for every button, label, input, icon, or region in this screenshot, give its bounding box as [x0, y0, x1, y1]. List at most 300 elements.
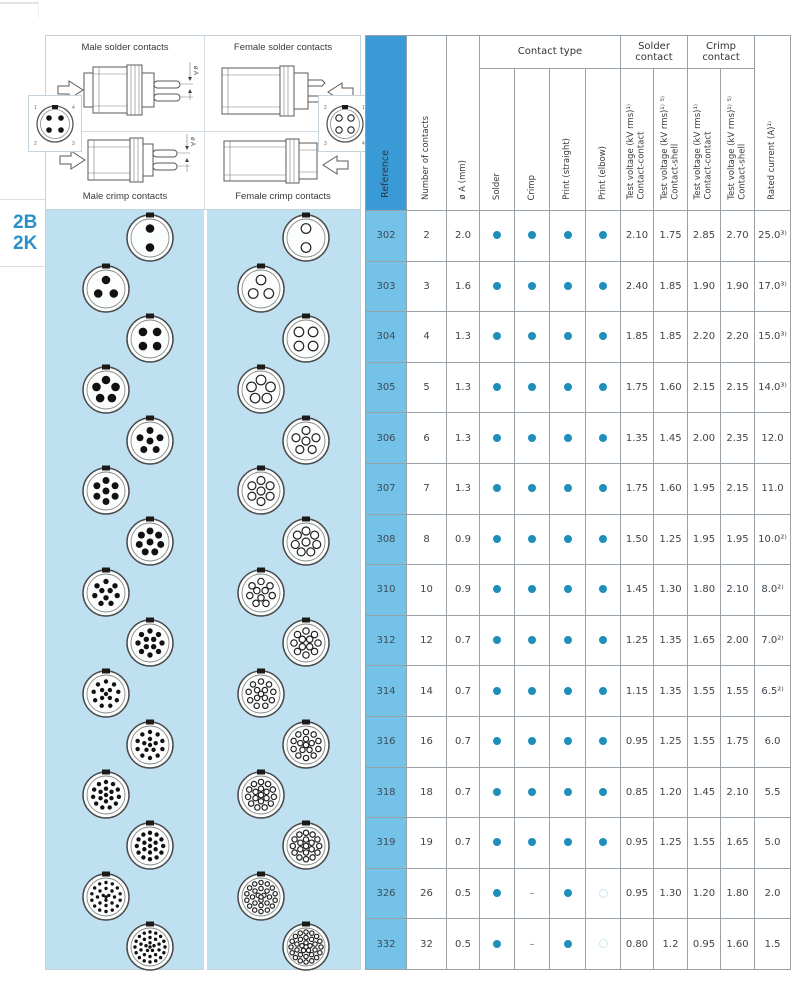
- svg-text:2: 2: [34, 141, 37, 147]
- cell-print-straight: [550, 716, 586, 767]
- cell-crimp: [515, 211, 550, 262]
- available-dot-icon: [493, 940, 501, 948]
- cell-contacts: 7: [407, 463, 447, 514]
- male-contact-face-306: [124, 415, 176, 467]
- spec-row-304: [366, 312, 791, 363]
- cell-diameter: 0.7: [447, 615, 480, 666]
- available-dot-icon: [493, 687, 501, 695]
- cell-tv-crimp-cc: 1.45: [688, 767, 721, 818]
- cell-tv-solder-shell: 1.60: [654, 463, 688, 514]
- cell-tv-solder-cc: 1.15: [621, 666, 654, 717]
- cell-crimp: [515, 312, 550, 363]
- spec-row-316: [366, 716, 791, 767]
- female-contact-face-312: [280, 617, 332, 669]
- male-contact-face-302: [124, 212, 176, 264]
- available-dot-icon: [493, 585, 501, 593]
- header-tv-solder-cc: Test voltage (kV rms)¹⁾ Contact-contact: [621, 69, 654, 211]
- cell-tv-crimp-shell: 2.10: [721, 565, 755, 616]
- cell-print-straight: [550, 261, 586, 312]
- cell-tv-crimp-cc: 2.20: [688, 312, 721, 363]
- female-contact-face-307: [235, 465, 287, 517]
- cell-contacts: 18: [407, 767, 447, 818]
- cell-contacts: 16: [407, 716, 447, 767]
- cell-tv-crimp-shell: 2.15: [721, 362, 755, 413]
- spec-row-326: [366, 868, 791, 919]
- cell-tv-solder-cc: 1.85: [621, 312, 654, 363]
- cell-print-elbow: [586, 615, 621, 666]
- spec-row-319: [366, 818, 791, 869]
- cell-diameter: 1.6: [447, 261, 480, 312]
- cell-print-elbow: [586, 463, 621, 514]
- cell-crimp: [515, 615, 550, 666]
- available-dot-icon: [564, 940, 572, 948]
- cell-reference: 307: [366, 463, 407, 514]
- cell-reference: 319: [366, 818, 407, 869]
- cell-print-straight: [550, 868, 586, 919]
- cell-solder: [480, 615, 515, 666]
- cell-solder: [480, 565, 515, 616]
- spec-row-310: [366, 565, 791, 616]
- cell-print-straight: [550, 413, 586, 464]
- cell-crimp: [515, 716, 550, 767]
- cell-contacts: 26: [407, 868, 447, 919]
- female-contact-face-319: [280, 820, 332, 872]
- available-dot-icon: [599, 383, 607, 391]
- female-crimp-label: Female crimp contacts: [235, 191, 331, 202]
- cell-print-straight: [550, 818, 586, 869]
- available-dot-icon: [528, 231, 536, 239]
- cell-tv-solder-cc: 2.40: [621, 261, 654, 312]
- cell-rated-current: 6.0: [755, 716, 791, 767]
- header-solder: Solder: [480, 69, 515, 211]
- cell-diameter: 1.3: [447, 413, 480, 464]
- cell-tv-solder-cc: 2.10: [621, 211, 654, 262]
- header-solder-contact-group: Solder contact: [621, 36, 688, 69]
- female-contact-face-318: [235, 769, 287, 821]
- cell-tv-solder-shell: 1.35: [654, 666, 688, 717]
- male-face-detail-icon: [28, 95, 82, 152]
- cell-tv-solder-shell: 1.85: [654, 261, 688, 312]
- header-tv-crimp-cc: Test voltage (kV rms)¹⁾ Contact-contact: [688, 69, 721, 211]
- available-dot-icon: [599, 687, 607, 695]
- male-contact-face-326: [80, 871, 132, 923]
- cell-print-elbow: [586, 818, 621, 869]
- cell-print-elbow: [586, 514, 621, 565]
- available-dot-icon: [564, 788, 572, 796]
- cell-tv-solder-shell: 1.45: [654, 413, 688, 464]
- cell-tv-solder-cc: 0.95: [621, 868, 654, 919]
- cell-tv-solder-shell: 1.20: [654, 767, 688, 818]
- cell-tv-crimp-cc: 1.95: [688, 514, 721, 565]
- face-columns-divider: [204, 210, 207, 970]
- spec-row-302: [366, 211, 791, 262]
- cell-crimp: [515, 463, 550, 514]
- available-dot-icon: [599, 282, 607, 290]
- cell-solder: [480, 666, 515, 717]
- cell-print-straight: [550, 565, 586, 616]
- available-dot-icon: [528, 687, 536, 695]
- cell-rated-current: 14.0³⁾: [755, 362, 791, 413]
- header-print-straight: Print (straight): [550, 69, 586, 211]
- available-dot-icon: [564, 282, 572, 290]
- spec-row-332: [366, 919, 791, 970]
- cell-tv-crimp-cc: 2.15: [688, 362, 721, 413]
- cell-solder: [480, 261, 515, 312]
- available-dot-icon: [599, 838, 607, 846]
- cell-print-straight: [550, 514, 586, 565]
- spec-row-318: [366, 767, 791, 818]
- available-dot-icon: [599, 788, 607, 796]
- spec-table: [365, 35, 791, 970]
- cell-contacts: 2: [407, 211, 447, 262]
- cell-diameter: 1.3: [447, 362, 480, 413]
- female-contact-face-326: [235, 871, 287, 923]
- cell-tv-solder-cc: 1.50: [621, 514, 654, 565]
- available-dot-icon: [564, 838, 572, 846]
- cell-tv-crimp-cc: 1.55: [688, 666, 721, 717]
- female-contact-face-308: [280, 516, 332, 568]
- cell-rated-current: 1.5: [755, 919, 791, 970]
- cell-print-straight: [550, 312, 586, 363]
- cell-tv-solder-shell: 1.75: [654, 211, 688, 262]
- spec-row-312: [366, 615, 791, 666]
- cell-diameter: 1.3: [447, 312, 480, 363]
- cell-rated-current: 5.5: [755, 767, 791, 818]
- cell-print-elbow: [586, 261, 621, 312]
- cell-print-elbow: [586, 767, 621, 818]
- panel-vertical-divider: [204, 36, 205, 209]
- available-dot-icon: [493, 737, 501, 745]
- available-dot-icon: [493, 484, 501, 492]
- cell-contacts: 10: [407, 565, 447, 616]
- spec-row-308: [366, 514, 791, 565]
- available-dot-icon: [528, 484, 536, 492]
- cell-reference: 302: [366, 211, 407, 262]
- cell-tv-solder-shell: 1.35: [654, 615, 688, 666]
- male-contact-face-316: [124, 719, 176, 771]
- cell-print-straight: [550, 666, 586, 717]
- available-dot-icon: [528, 383, 536, 391]
- cell-crimp: [515, 413, 550, 464]
- cell-crimp: [515, 818, 550, 869]
- cell-tv-crimp-shell: 1.60: [721, 919, 755, 970]
- cell-tv-crimp-cc: 0.95: [688, 919, 721, 970]
- cell-tv-crimp-cc: 1.20: [688, 868, 721, 919]
- cell-contacts: 5: [407, 362, 447, 413]
- male-contact-face-318: [80, 769, 132, 821]
- cell-contacts: 3: [407, 261, 447, 312]
- cell-tv-crimp-shell: 2.10: [721, 767, 755, 818]
- cell-solder: [480, 919, 515, 970]
- available-dot-icon: [493, 332, 501, 340]
- cell-tv-solder-shell: 1.30: [654, 868, 688, 919]
- cell-tv-crimp-cc: 1.95: [688, 463, 721, 514]
- cell-reference: 305: [366, 362, 407, 413]
- female-face-detail-icon: [318, 95, 372, 152]
- male-contact-face-304: [124, 313, 176, 365]
- cell-reference: 310: [366, 565, 407, 616]
- male-contact-face-307: [80, 465, 132, 517]
- available-dot-icon: [564, 737, 572, 745]
- cell-contacts: 12: [407, 615, 447, 666]
- cell-rated-current: 7.0²⁾: [755, 615, 791, 666]
- available-dot-icon: [564, 535, 572, 543]
- cell-tv-crimp-shell: 2.35: [721, 413, 755, 464]
- cell-diameter: 0.7: [447, 818, 480, 869]
- cell-tv-solder-shell: 1.85: [654, 312, 688, 363]
- available-dot-icon: [599, 737, 607, 745]
- cell-contacts: 19: [407, 818, 447, 869]
- male-contact-face-314: [80, 668, 132, 720]
- cell-crimp: [515, 565, 550, 616]
- cell-diameter: 0.9: [447, 565, 480, 616]
- available-dot-icon: [528, 585, 536, 593]
- cell-tv-crimp-cc: 1.55: [688, 716, 721, 767]
- cell-print-elbow: [586, 413, 621, 464]
- cell-reference: 312: [366, 615, 407, 666]
- cell-print-straight: [550, 463, 586, 514]
- header-tv-crimp-shell: Test voltage (kV rms)¹⁾ ⁵⁾ Contact-shell: [721, 69, 755, 211]
- cell-tv-crimp-shell: 1.55: [721, 666, 755, 717]
- cell-contacts: 14: [407, 666, 447, 717]
- cell-reference: 304: [366, 312, 407, 363]
- dim-label-male-solder: ø A: [192, 66, 198, 76]
- cell-diameter: 1.3: [447, 463, 480, 514]
- available-dot-icon: [564, 231, 572, 239]
- cell-print-straight: [550, 919, 586, 970]
- header-number-of-contacts: Number of contacts: [407, 36, 447, 211]
- available-dot-icon: [528, 282, 536, 290]
- optional-open-dot-icon: [599, 889, 608, 898]
- svg-text:4: 4: [72, 105, 75, 111]
- cell-contacts: 32: [407, 919, 447, 970]
- cell-solder: [480, 362, 515, 413]
- available-dot-icon: [493, 788, 501, 796]
- female-contact-face-332: [280, 921, 332, 973]
- available-dot-icon: [564, 332, 572, 340]
- female-contact-face-314: [235, 668, 287, 720]
- spec-row-305: [366, 362, 791, 413]
- cell-rated-current: 25.0³⁾: [755, 211, 791, 262]
- cell-diameter: 0.7: [447, 767, 480, 818]
- cell-solder: [480, 413, 515, 464]
- cell-tv-solder-cc: 1.25: [621, 615, 654, 666]
- header-reference: Reference: [366, 36, 407, 211]
- cell-rated-current: 8.0²⁾: [755, 565, 791, 616]
- cell-crimp: [515, 767, 550, 818]
- cell-contacts: 6: [407, 413, 447, 464]
- cell-contacts: 8: [407, 514, 447, 565]
- svg-text:1: 1: [362, 105, 365, 111]
- header-crimp-contact-group: Crimp contact: [688, 36, 755, 69]
- header-rated-current: Rated current (A)¹⁾: [755, 36, 791, 211]
- available-dot-icon: [599, 535, 607, 543]
- cell-tv-crimp-cc: 2.85: [688, 211, 721, 262]
- female-contact-face-302: [280, 212, 332, 264]
- spec-row-303: [366, 261, 791, 312]
- cell-reference: 306: [366, 413, 407, 464]
- available-dot-icon: [528, 535, 536, 543]
- svg-text:3: 3: [72, 141, 75, 147]
- cell-tv-solder-cc: 0.85: [621, 767, 654, 818]
- cell-contacts: 4: [407, 312, 447, 363]
- cell-print-elbow: [586, 362, 621, 413]
- available-dot-icon: [599, 434, 607, 442]
- cell-reference: 318: [366, 767, 407, 818]
- cell-print-straight: [550, 767, 586, 818]
- header-print-elbow: Print (elbow): [586, 69, 621, 211]
- available-dot-icon: [493, 383, 501, 391]
- not-available-dash: –: [529, 888, 535, 900]
- header-crimp: Crimp: [515, 69, 550, 211]
- cell-rated-current: 12.0: [755, 413, 791, 464]
- cell-diameter: 2.0: [447, 211, 480, 262]
- available-dot-icon: [528, 332, 536, 340]
- cell-tv-crimp-shell: 1.65: [721, 818, 755, 869]
- cell-tv-solder-cc: 0.95: [621, 716, 654, 767]
- available-dot-icon: [564, 434, 572, 442]
- cell-tv-crimp-shell: 1.75: [721, 716, 755, 767]
- spec-row-306: [366, 413, 791, 464]
- cell-tv-crimp-cc: 1.90: [688, 261, 721, 312]
- cell-print-elbow: [586, 312, 621, 363]
- cell-tv-crimp-shell: 2.00: [721, 615, 755, 666]
- cell-solder: [480, 514, 515, 565]
- group-header-row: [366, 36, 791, 69]
- not-available-dash: –: [529, 938, 535, 950]
- svg-text:4: 4: [362, 141, 365, 147]
- male-contact-face-319: [124, 820, 176, 872]
- available-dot-icon: [528, 838, 536, 846]
- female-contact-face-303: [235, 263, 287, 315]
- male-solder-label: Male solder contacts: [81, 42, 169, 53]
- connector-illustration-panel: [45, 35, 361, 210]
- female-solder-label: Female solder contacts: [233, 42, 333, 53]
- cell-reference: 303: [366, 261, 407, 312]
- available-dot-icon: [564, 585, 572, 593]
- male-contact-face-310: [80, 567, 132, 619]
- available-dot-icon: [493, 282, 501, 290]
- cell-print-elbow: [586, 868, 621, 919]
- available-dot-icon: [564, 383, 572, 391]
- header-diameter: ø A (mm): [447, 36, 480, 211]
- available-dot-icon: [493, 838, 501, 846]
- cell-solder: [480, 818, 515, 869]
- available-dot-icon: [564, 687, 572, 695]
- cell-rated-current: 10.0²⁾: [755, 514, 791, 565]
- cell-tv-solder-shell: 1.60: [654, 362, 688, 413]
- cell-tv-solder-shell: 1.25: [654, 716, 688, 767]
- cell-diameter: 0.5: [447, 919, 480, 970]
- header-tv-solder-shell: Test voltage (kV rms)¹⁾ ⁵⁾ Contact-shell: [654, 69, 688, 211]
- female-contact-face-304: [280, 313, 332, 365]
- cell-crimp: [515, 261, 550, 312]
- female-contact-face-305: [235, 364, 287, 416]
- cell-tv-solder-cc: 0.95: [621, 818, 654, 869]
- cell-tv-crimp-shell: 1.90: [721, 261, 755, 312]
- available-dot-icon: [564, 484, 572, 492]
- header-contact-type-group: Contact type: [480, 36, 621, 69]
- cell-solder: [480, 312, 515, 363]
- available-dot-icon: [528, 737, 536, 745]
- available-dot-icon: [493, 889, 501, 897]
- cell-solder: [480, 211, 515, 262]
- cell-print-elbow: [586, 666, 621, 717]
- cell-print-elbow: [586, 716, 621, 767]
- cell-crimp: [515, 666, 550, 717]
- svg-text:3: 3: [324, 141, 327, 147]
- cell-tv-crimp-shell: 1.95: [721, 514, 755, 565]
- cell-diameter: 0.9: [447, 514, 480, 565]
- cell-reference: 332: [366, 919, 407, 970]
- cell-rated-current: 6.5²⁾: [755, 666, 791, 717]
- svg-text:2: 2: [324, 105, 327, 111]
- male-contact-face-305: [80, 364, 132, 416]
- available-dot-icon: [493, 434, 501, 442]
- cell-rated-current: 11.0: [755, 463, 791, 514]
- cell-tv-crimp-shell: 2.20: [721, 312, 755, 363]
- cell-tv-crimp-cc: 2.00: [688, 413, 721, 464]
- male-contact-face-332: [124, 921, 176, 973]
- available-dot-icon: [599, 585, 607, 593]
- female-contact-face-316: [280, 719, 332, 771]
- cell-crimp: [515, 362, 550, 413]
- series-label-line1: 2B: [13, 211, 38, 233]
- cell-reference: 308: [366, 514, 407, 565]
- male-crimp-label: Male crimp contacts: [82, 191, 168, 202]
- available-dot-icon: [599, 636, 607, 644]
- cell-tv-crimp-cc: 1.80: [688, 565, 721, 616]
- spec-table-body: [366, 211, 791, 970]
- cell-crimp: [515, 514, 550, 565]
- cell-crimp: [515, 919, 550, 970]
- spec-row-307: [366, 463, 791, 514]
- cell-diameter: 0.7: [447, 716, 480, 767]
- cell-solder: [480, 767, 515, 818]
- cell-tv-solder-cc: 1.75: [621, 463, 654, 514]
- cell-tv-solder-shell: 1.30: [654, 565, 688, 616]
- available-dot-icon: [528, 434, 536, 442]
- cell-solder: [480, 463, 515, 514]
- cell-rated-current: 2.0: [755, 868, 791, 919]
- available-dot-icon: [493, 636, 501, 644]
- available-dot-icon: [528, 788, 536, 796]
- cell-rated-current: 15.0³⁾: [755, 312, 791, 363]
- female-contact-face-306: [280, 415, 332, 467]
- cell-tv-solder-shell: 1.25: [654, 514, 688, 565]
- svg-text:1: 1: [34, 105, 37, 111]
- cell-print-elbow: [586, 565, 621, 616]
- cell-diameter: 0.7: [447, 666, 480, 717]
- cell-tv-crimp-shell: 2.70: [721, 211, 755, 262]
- male-contact-face-312: [124, 617, 176, 669]
- cell-tv-solder-shell: 1.2: [654, 919, 688, 970]
- cell-print-elbow: [586, 211, 621, 262]
- cell-reference: 316: [366, 716, 407, 767]
- available-dot-icon: [528, 636, 536, 644]
- cell-print-straight: [550, 211, 586, 262]
- available-dot-icon: [493, 231, 501, 239]
- cell-reference: 326: [366, 868, 407, 919]
- cell-print-straight: [550, 362, 586, 413]
- available-dot-icon: [599, 231, 607, 239]
- female-contact-face-310: [235, 567, 287, 619]
- cell-tv-solder-cc: 0.80: [621, 919, 654, 970]
- cell-tv-solder-cc: 1.75: [621, 362, 654, 413]
- male-contact-face-308: [124, 516, 176, 568]
- available-dot-icon: [493, 535, 501, 543]
- cell-tv-crimp-cc: 1.55: [688, 818, 721, 869]
